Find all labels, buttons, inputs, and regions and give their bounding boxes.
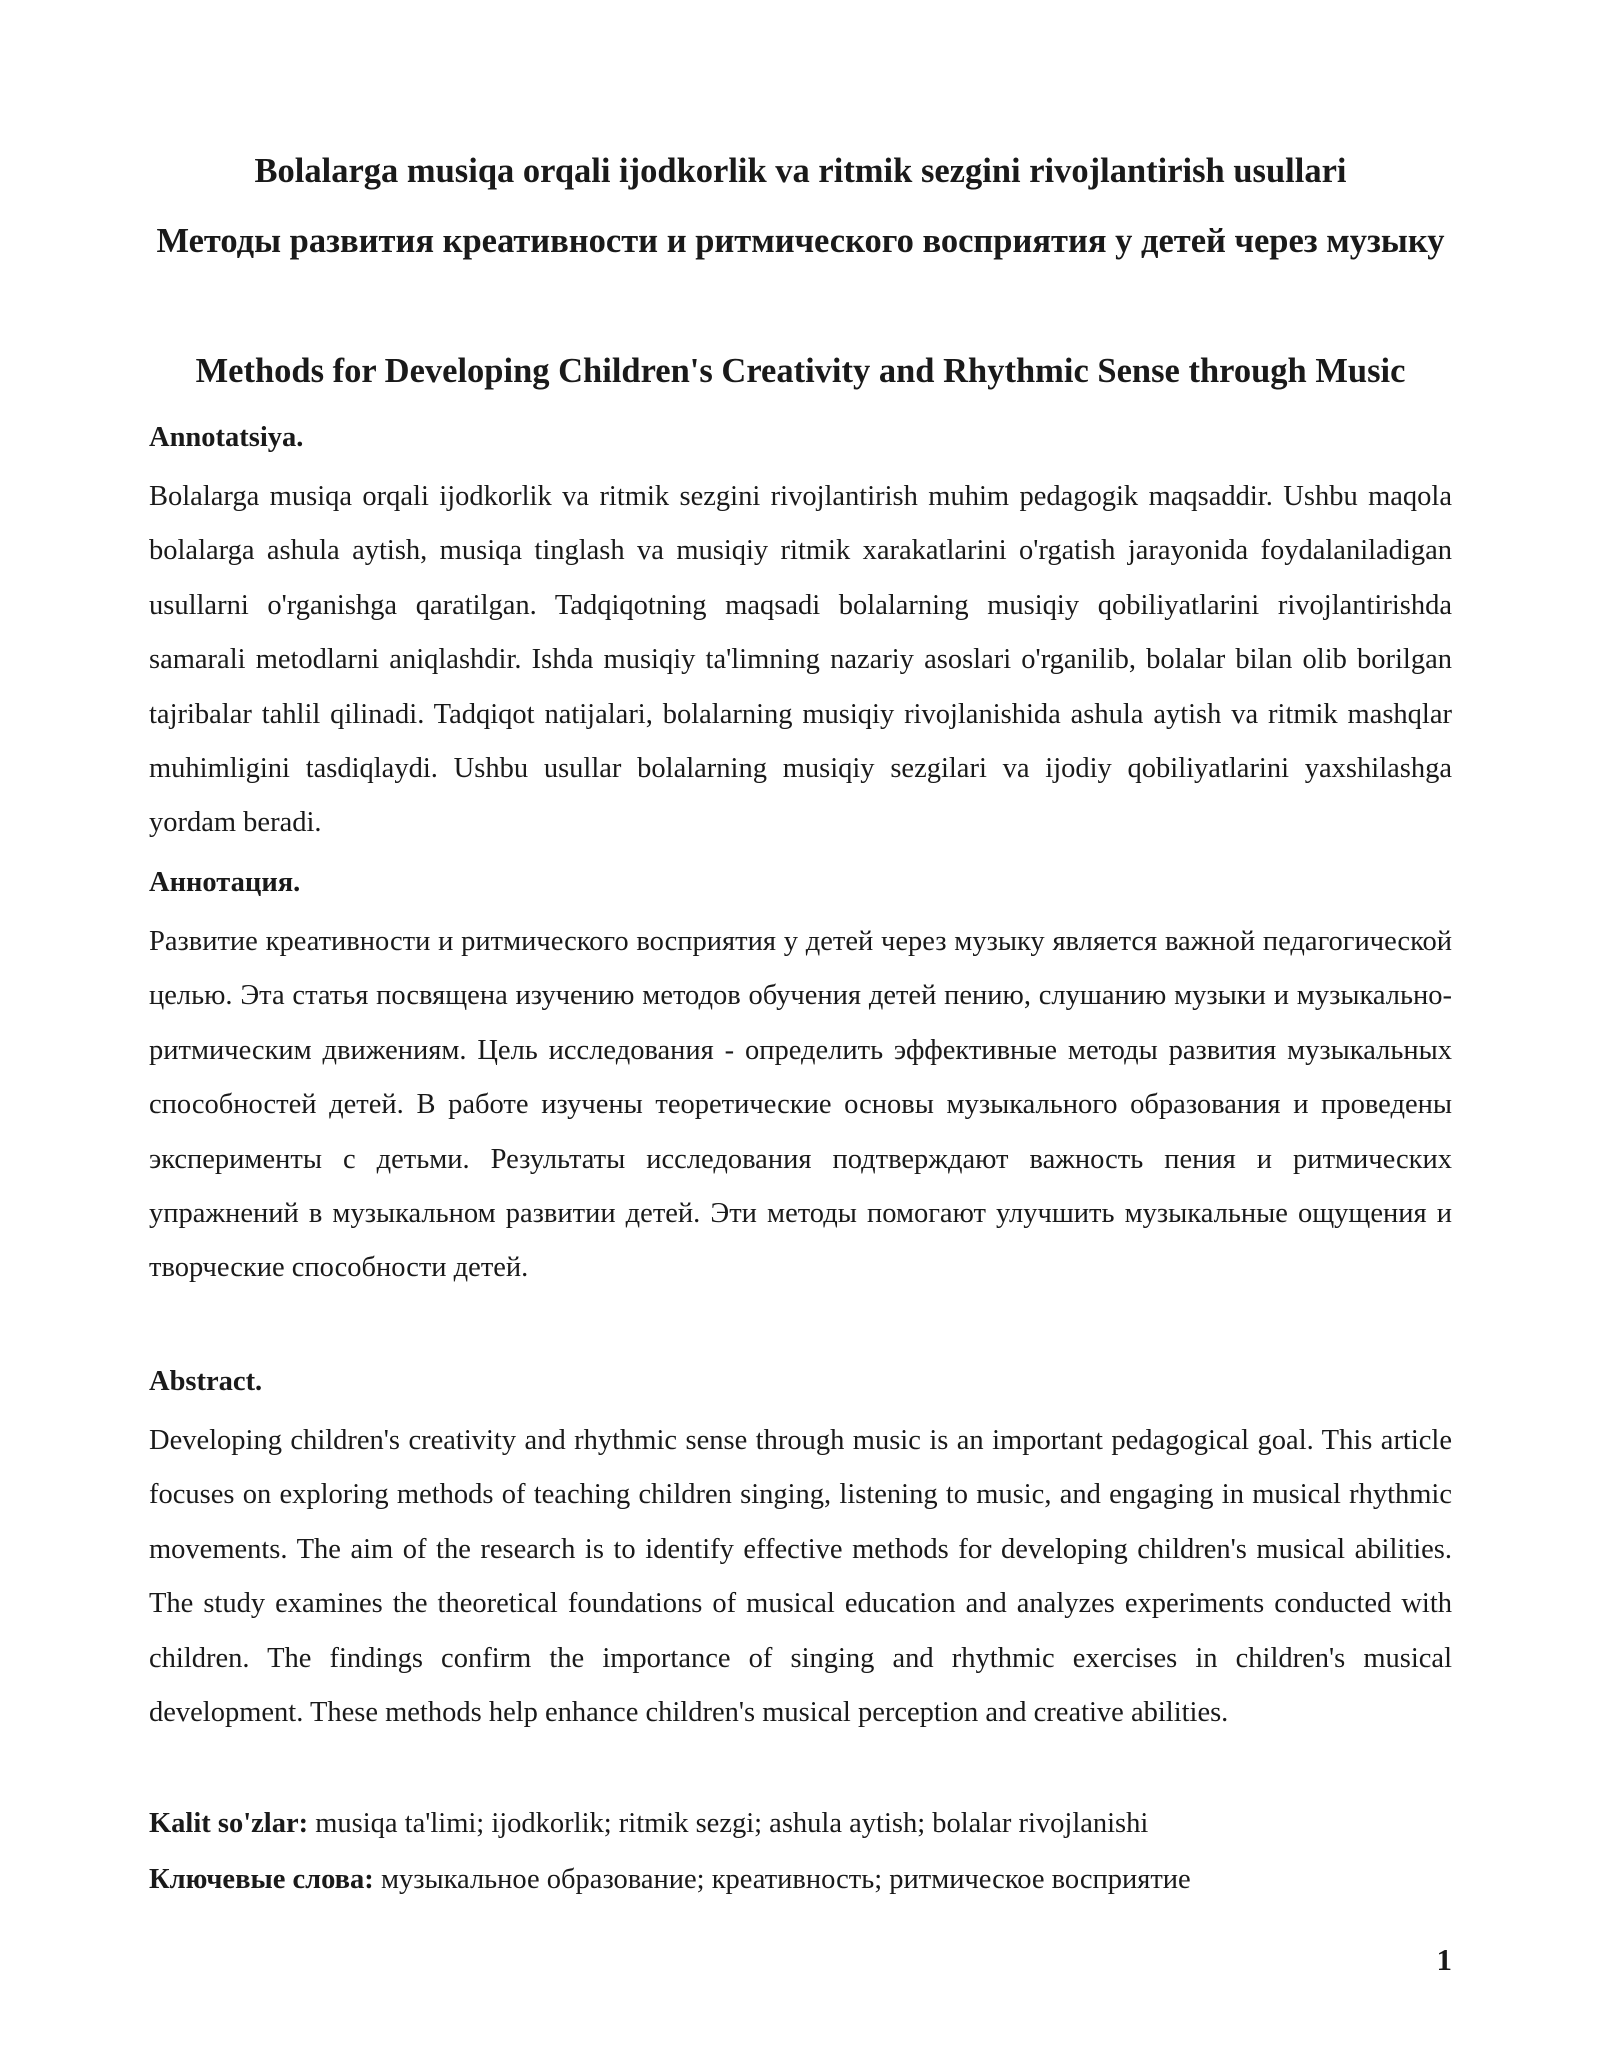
title-uzbek: Bolalarga musiqa orqali ijodkorlik va ritmik sezgini rivojlantirish usullari — [254, 152, 1347, 190]
keywords-uz-label: Kalit so'zlar: — [149, 1808, 309, 1839]
annotation-ru-heading: Аннотация. — [149, 867, 301, 898]
annotation-uz-heading: Annotatsiya. — [149, 422, 304, 453]
keywords-ru-value: музыкальное образование; креативность; ритмическое восприятие — [373, 1864, 1191, 1895]
annotation-ru-text: Развитие креативности и ритмического восприятия у детей через музыку является важной педагогической целью. Эта статья посвящена изучению методов обучения детей пению, слушанию музыки и музыкально-ритмическим движениям. Цель исследования - определить эффективные методы развития музыкальных способностей детей. В работе изучены теоретические основы музыкального образования и проведены эксперименты с детьми. Результаты исследования подтверждают важность пения и ритмических упражнений в музыкальном развитии детей. Эти методы помогают улучшить музыкальные ощущения и творческие способности детей. — [149, 926, 1452, 1284]
page-number: 1 — [1436, 1942, 1452, 1977]
title-english: Methods for Developing Children's Creativity and Rhythmic Sense through Music — [195, 352, 1406, 390]
keywords-uz — [149, 1804, 1452, 1844]
abstract-en-heading: Abstract. — [149, 1366, 263, 1397]
keywords-ru-label: Ключевые слова: — [149, 1864, 374, 1895]
keywords-uz-value: musiqa ta'limi; ijodkorlik; ritmik sezgi; ashula aytish; bolalar rivojlanishi — [308, 1808, 1149, 1839]
document-page — [149, 0, 1452, 2070]
title-russian: Методы развития креативности и ритмического восприятия у детей через музыку — [156, 222, 1445, 260]
keywords-ru — [149, 1860, 1452, 1900]
annotation-uz-text: Bolalarga musiqa orqali ijodkorlik va ritmik sezgini rivojlantirish muhim pedagogik maqsaddir. Ushbu maqola bolalarga ashula aytish, musiqa tinglash va musiqiy ritmik xarakatlarini o'rgatish jarayonida foydalaniladigan usullarni o'rganishga qaratilgan. Tadqiqotning maqsadi bolalarning musiqiy qobiliyatlarini rivojlantirishda samarali metodlarni aniqlashdir. Ishda musiqiy ta'limning nazariy asoslari o'rganilib, bolalar bilan olib borilgan tajribalar tahlil qilinadi. Tadqiqot natijalari, bolalarning musiqiy rivojlanishida ashula aytish va ritmik mashqlar muhimligini tasdiqlaydi. Ushbu usullar bolalarning musiqiy sezgilari va ijodiy qobiliyatlarini yaxshilashga yordam beradi. — [149, 481, 1452, 839]
abstract-en-text: Developing children's creativity and rhythmic sense through music is an important pedagogical goal. This article focuses on exploring methods of teaching children singing, listening to music, and engaging in musical rhythmic movements. The aim of the research is to identify effective methods for developing children's musical abilities. The study examines the theoretical foundations of musical education and analyzes experiments conducted with children. The findings confirm the importance of singing and rhythmic exercises in children's musical development. These methods help enhance children's musical perception and creative abilities. — [149, 1425, 1452, 1729]
